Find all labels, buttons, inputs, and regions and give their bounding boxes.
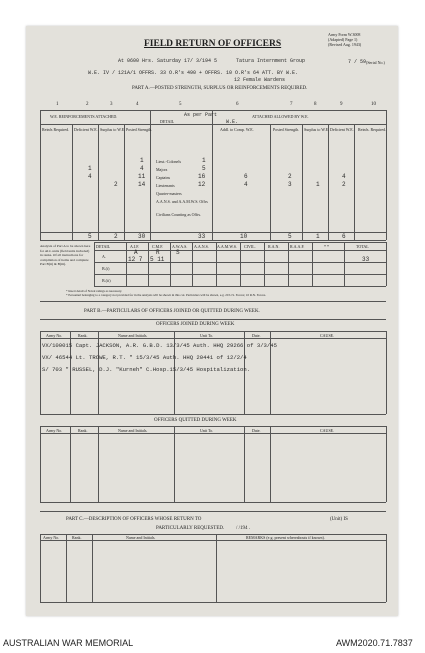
cell: 5: [202, 165, 206, 172]
cell: 3: [288, 181, 292, 188]
joined-col-header: Rank.: [78, 333, 88, 338]
col-number-3: 3: [110, 102, 113, 107]
col-number-4: 4: [136, 102, 139, 107]
footer-left: AUSTRALIAN WAR MEMORIAL: [3, 638, 134, 648]
analysis-header: * *: [324, 244, 329, 249]
rank-label: Civilians Counting as Offrs.: [156, 212, 202, 217]
footnote-1: * Insert detail of Naval ratings as necessary.: [66, 289, 123, 293]
footnote-2: * Personnel belonging to a category not provided for in the analysis will be shown in this col. Particulars will be shown, e.g. 20 U.S. Forces; 10 R.N. Forces.: [66, 293, 266, 297]
cell: 14: [138, 181, 146, 188]
rank-label: A.A.N.S. and A.A.M.W.S. Offrs: [156, 199, 208, 204]
analysis-typed: S: [176, 249, 180, 256]
analysis-typed: A: [134, 249, 138, 256]
analysis-header: A.W.A.S.: [172, 244, 188, 249]
part-c-unit-is: (Unit) IS: [330, 517, 348, 522]
col-number-2: 2: [86, 102, 89, 107]
analysis-header: R.A.A.F.: [290, 244, 305, 249]
analysis-row-label: A.: [102, 254, 106, 259]
footer-right: AWM2020.71.7837: [336, 638, 413, 648]
col-number-1: 1: [56, 102, 59, 107]
analysis-header: A.A.N.S.: [194, 244, 209, 249]
form-sheet: [26, 26, 398, 616]
cell: 2: [342, 181, 346, 188]
subhead-posted: Posted Strength.: [126, 127, 153, 132]
form-adapted: (Adapted) Page 1): [328, 37, 358, 42]
part-c-col-header: Rank.: [72, 535, 82, 540]
cell: 12: [198, 181, 206, 188]
analysis-header: TOTAL: [356, 244, 369, 249]
cell: 4: [244, 181, 248, 188]
part-c-col-header: REMARKS (e.g. present whereabouts if known).: [246, 535, 325, 540]
subhead-deficient: Deficient W.E.: [74, 127, 98, 132]
joined-col-header: Army No.: [46, 333, 63, 338]
analysis-header: CIVIL.: [244, 244, 256, 249]
cell: 2: [288, 173, 292, 180]
subhead-surplus: Surplus to W.E.: [100, 127, 126, 132]
col-number-9: 9: [340, 102, 343, 107]
cell: 4: [140, 165, 144, 172]
cell: 1: [88, 165, 92, 172]
part-c-heading-2: PARTICULARLY REQUESTED.: [156, 526, 225, 531]
subhead-posted-right: Posted Strength.: [273, 127, 300, 132]
part-c-col-header: Name and Initials.: [126, 535, 156, 540]
subhead-surplus-right: Surplus to W.E.: [304, 127, 330, 132]
joined-row: VX/ 46544 Lt. TROWE, R.T. " 15/3/45 Auth. HHQ 20441 of 12/2/4: [42, 354, 247, 361]
total-cell: 33: [198, 233, 206, 240]
analysis-typed: 33: [362, 256, 370, 263]
analysis-header: A.I.F.: [130, 244, 140, 249]
rank-label: Lieut.-Colonels: [156, 159, 181, 164]
analysis-typed: 5 11: [150, 256, 165, 263]
cell: 4: [88, 173, 92, 180]
joined-row: VX/100015 Capt. JACKSON, A.R. G.B.D. 13/3/45 Auth. HHQ 29266 of 3/3/45: [42, 342, 277, 349]
serial-label: (Serial No.): [366, 60, 385, 65]
analysis-row-label: B.(ii): [102, 278, 111, 283]
rank-label: Quarter-masters: [156, 191, 182, 196]
total-cell: 10: [240, 233, 248, 240]
joined-col-header: Name and Initials.: [118, 333, 148, 338]
cell: 11: [138, 173, 146, 180]
col-number-7: 7: [290, 102, 293, 107]
total-cell: 5: [88, 233, 92, 240]
analysis-header: R.A.N.: [268, 244, 280, 249]
cell: 1: [202, 157, 206, 164]
cell: 6: [244, 173, 248, 180]
col-number-10: 10: [371, 102, 376, 107]
quitted-col-header: Unit To.: [200, 428, 214, 433]
rank-label: Captains: [156, 175, 170, 180]
quitted-col-header: Rank.: [78, 428, 88, 433]
we-line: W.E. IV / 121A/1 OFFRS. 33 O.R's 490 + OFFRS. 10 O.R's 64 ATT. BY W.E.: [88, 70, 299, 76]
form-code: Army Form W.3008: [328, 32, 361, 37]
analysis-typed: 12 7: [128, 256, 143, 263]
total-cell: 6: [342, 233, 346, 240]
analysis-header: C.M.F.: [152, 244, 164, 249]
rank-label: Majors: [156, 167, 168, 172]
joined-col-header: Date.: [252, 333, 261, 338]
joined-row: S/ 703 " RUSSEL, D.J. "Kurneh" C.Hosp.15/3/45 Hospitalization.: [42, 366, 251, 373]
rank-label: Lieutenants: [156, 183, 175, 188]
form-revised: (Revised Aug. 1943): [328, 42, 362, 47]
cell: 2: [114, 181, 118, 188]
we-reinf-header: W.E. REINFORCEMENTS ATTACHED.: [50, 114, 118, 119]
subhead-reinfs-required: Reinfs Required.: [42, 127, 70, 132]
quitted-col-header: Date.: [252, 428, 261, 433]
subhead-deficient-right: Deficient W.E.: [330, 127, 354, 132]
we-typed-extra: 12 Female Wardens: [234, 77, 286, 83]
part-c-date: / /194 .: [236, 526, 251, 531]
cell: 4: [342, 173, 346, 180]
part-a-heading: PART A.—POSTED STRENGTH, SURPLUS OR REINFORCEMENTS REQUIRED.: [132, 86, 308, 91]
analysis-note: Analysis of Part A to be shown here for ALL units (field units included) in ranks. Of all instructions for compilation of items and complete Part B(ii) & B(iii).: [40, 244, 91, 266]
cell: 16: [198, 173, 206, 180]
cell: 1: [140, 157, 144, 164]
joined-col-header: Unit To.: [200, 333, 214, 338]
total-cell: 30: [138, 233, 146, 240]
part-c-col-header: Army No.: [43, 535, 60, 540]
total-cell: 5: [288, 233, 292, 240]
as-per-typed: As per Part: [184, 112, 218, 118]
col-number-8: 8: [314, 102, 317, 107]
form-title: FIELD RETURN OF OFFICERS: [144, 39, 282, 49]
total-cell: 1: [316, 233, 320, 240]
quitted-heading: OFFICERS QUITTED DURING WEEK: [154, 418, 237, 423]
joined-heading: OFFICERS JOINED DURING WEEK: [156, 322, 235, 327]
we-typed: W.E.: [226, 119, 239, 125]
quitted-col-header: CAUSE.: [320, 428, 335, 433]
quitted-col-header: Army No.: [46, 428, 63, 433]
unit-name: Tatura Internment Group: [236, 58, 306, 64]
analysis-row-label: B.(i): [102, 266, 110, 271]
analysis-header: A.A.M.W.S.: [217, 244, 237, 249]
at-line: At 0600 Hrs. Saturday 17/ 3/194 5: [118, 58, 218, 64]
total-cell: 2: [114, 233, 118, 240]
subhead-reinfs-right: Reinfs. Required.: [358, 127, 387, 132]
subhead-addl-comp: Addl. to Comp. W.E.: [220, 127, 254, 132]
col-number-6: 6: [236, 102, 239, 107]
joined-col-header: CAUSE.: [320, 333, 335, 338]
detail-header: DETAIL: [160, 119, 175, 124]
col-number-5: 5: [179, 102, 182, 107]
attached-header: ATTACHED ALLOWED BY W.E.: [252, 114, 309, 119]
quitted-col-header: Name and Initials.: [118, 428, 148, 433]
analysis-header: DETAIL: [96, 244, 111, 249]
part-b-heading: PART B.—PARTICULARS OF OFFICERS JOINED OR QUITTED DURING WEEK.: [84, 309, 260, 314]
cell: 1: [316, 181, 320, 188]
analysis-typed: R: [156, 249, 160, 256]
serial-number: 7 / 59: [348, 59, 367, 65]
part-c-heading: PART C.—DESCRIPTION OF OFFICERS WHOSE RETURN TO: [66, 517, 202, 522]
